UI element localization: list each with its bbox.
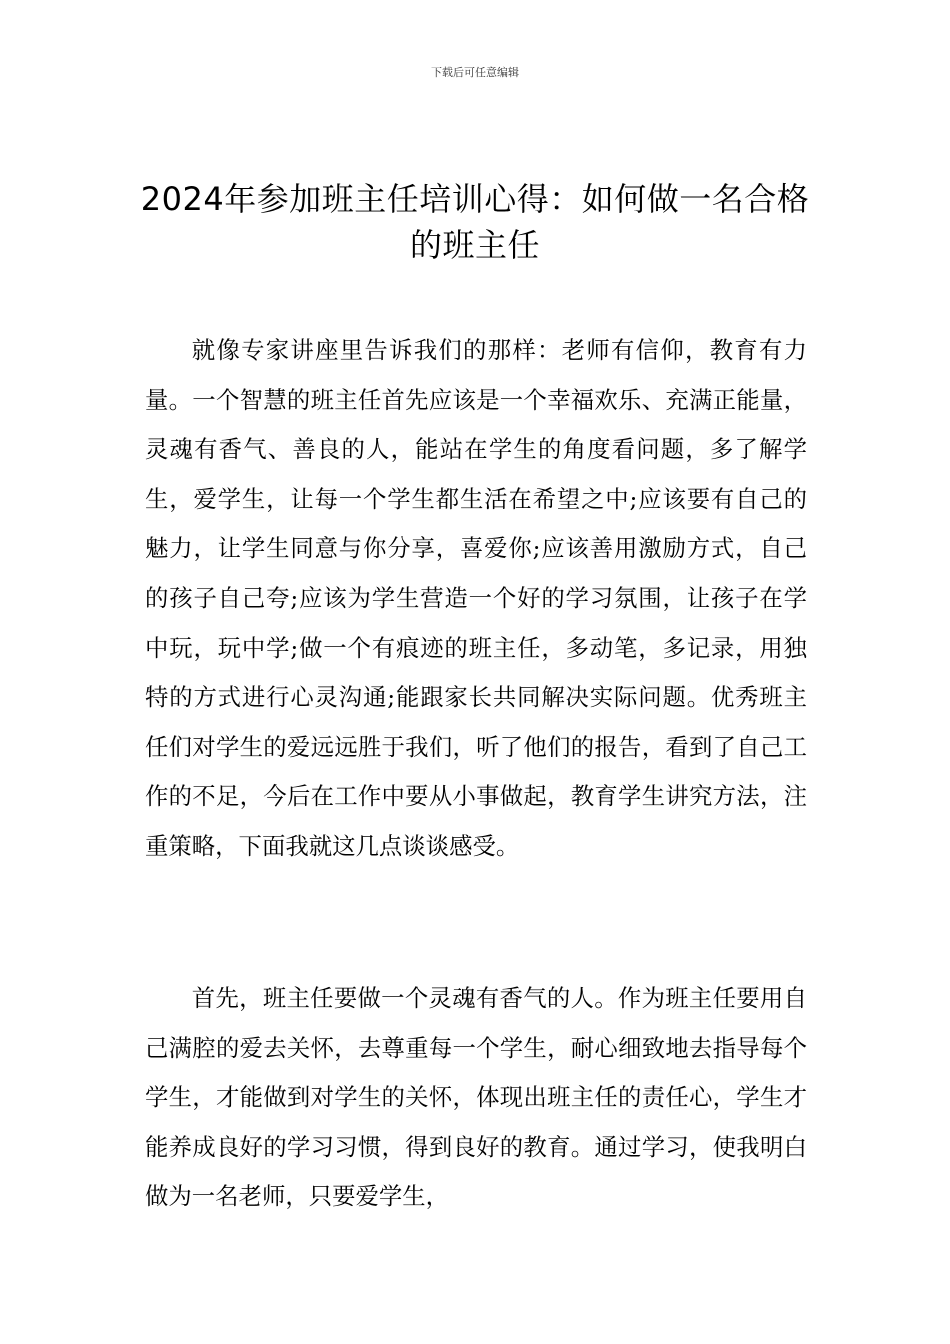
body-paragraph: 就像专家讲座里告诉我们的那样：老师有信仰，教育有力量。一个智慧的班主任首先应该是一个幸福欢乐、充满正能量，灵魂有香气、善良的人，能站在学生的角度看问题，多了解学生，爱学生，让每一个学生都生活在希望之中;应该要有自己的魅力，让学生同意与你分享，喜爱你;应该善用激励方式，自己的孩子自己夸;应该为学生营造一个好的学习氛围，让孩子在学中玩，玩中学;做一个有痕迹的班主任，多动笔，多记录，用独特的方式进行心灵沟通;能跟家长共同解决实际问题。优秀班主任们对学生的爱远远胜于我们，听了他们的报告，看到了自己工作的不足，今后在工作中要从小事做起，教育学生讲究方法，注重策略，下面我就这几点谈谈感受。 bbox=[145, 336, 807, 860]
body-paragraph: 首先，班主任要做一个灵魂有香气的人。作为班主任要用自己满腔的爱去关怀，去尊重每一个学生，耐心细致地去指导每个学生，才能做到对学生的关怀，体现出班主任的责任心，学生才能养成良好的学习习惯，得到良好的教育。通过学习，使我明白做为一名老师，只要爱学生， bbox=[145, 984, 807, 1211]
document-title: 2024年参加班主任培训心得：如何做一名合格的班主任 bbox=[140, 180, 810, 264]
header-note: 下载后可任意编辑 bbox=[431, 66, 519, 79]
